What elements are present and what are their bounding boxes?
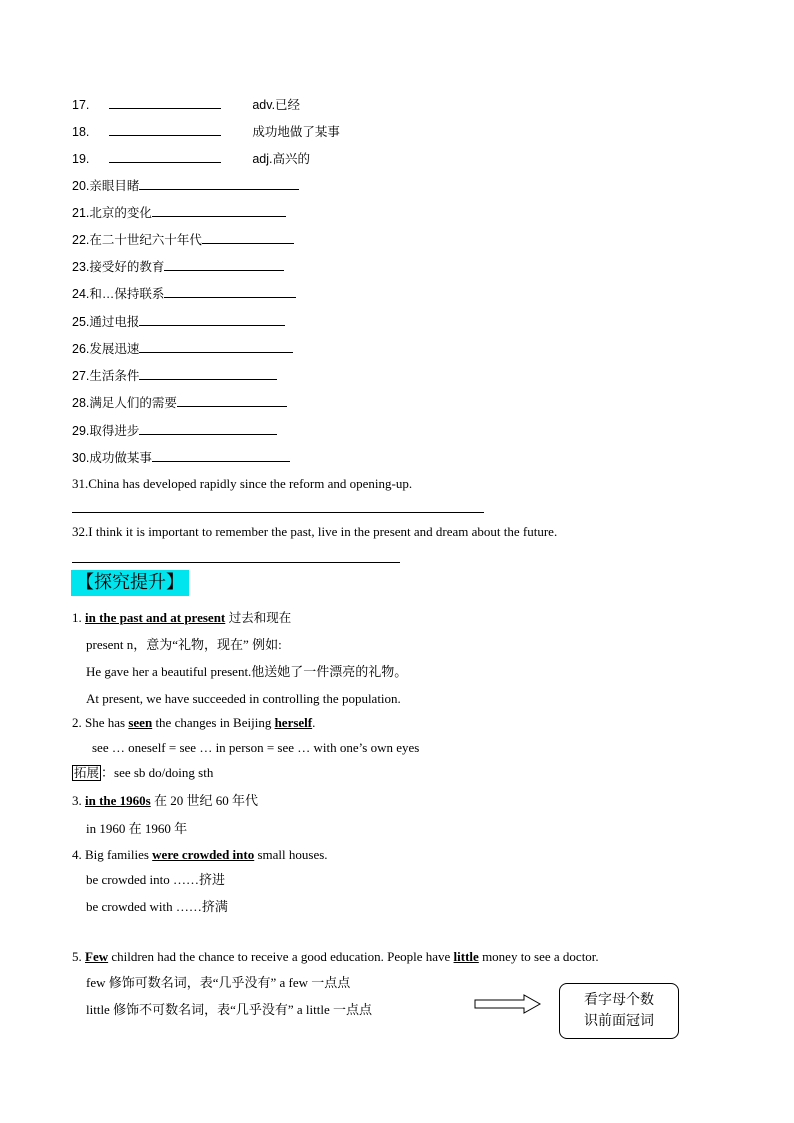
answer-line[interactable] (72, 512, 484, 513)
key-phrase: in the 1960s (85, 793, 151, 808)
note-text: 5. (72, 949, 85, 964)
answer-blank[interactable] (177, 394, 287, 407)
answer-blank[interactable] (139, 422, 277, 435)
key-word: seen (128, 715, 153, 730)
phrase-item (72, 204, 286, 221)
item-number: 19. (72, 152, 90, 166)
extension-line (72, 765, 213, 781)
phrase-text: 21.北京的变化 (72, 206, 152, 220)
translate-sentence-31: 31.China has developed rapidly since the reform and opening-up. (72, 476, 413, 491)
phrase-item (72, 449, 290, 466)
note-number: 1. (72, 610, 85, 625)
phrase-item (72, 177, 299, 194)
fill-item-18 (72, 123, 340, 140)
key-word: herself (274, 715, 313, 730)
note-4 (72, 847, 328, 863)
note-1-definition: present n，意为“礼物，现在” 例如: (86, 637, 282, 652)
answer-blank[interactable] (164, 258, 284, 271)
phrase-text: 27.生活条件 (72, 369, 140, 383)
phrase-item (72, 258, 284, 275)
note-text: money to see a doctor. (478, 949, 599, 964)
phrase-item (72, 285, 296, 302)
right-arrow-icon (474, 994, 542, 1014)
note-text: children had the chance to receive a good education. People have (108, 949, 454, 964)
phrase-item (72, 340, 293, 357)
callout-line: 识前面冠词 (584, 1013, 654, 1029)
callout-line: 看字母个数 (584, 992, 654, 1008)
note-5 (72, 949, 599, 965)
phrase-text: 20.亲眼目睹 (72, 179, 140, 193)
note-2 (72, 715, 315, 731)
note-2-equivalence: see … oneself = see … in person = see … with one’s own eyes (92, 740, 420, 755)
note-1 (72, 610, 291, 626)
note-4-example: be crowded with ……挤满 (86, 899, 228, 914)
answer-blank[interactable] (109, 150, 221, 163)
answer-blank[interactable] (202, 231, 294, 244)
answer-blank[interactable] (152, 449, 290, 462)
note-5-few: few 修饰可数名词，表“几乎没有” a few 一点点 (86, 975, 351, 990)
note-3-example: in 1960 在 1960 年 (86, 821, 188, 836)
note-1-example: At present, we have succeeded in controlling the population. (86, 691, 401, 706)
note-number: 3. (72, 793, 85, 808)
phrase-item (72, 231, 294, 248)
phrase-text: 28.满足人们的需要 (72, 396, 177, 410)
phrase-item (72, 394, 287, 411)
extension-label: 拓展 (74, 766, 100, 780)
translation: 过去和现在 (225, 611, 292, 625)
note-1-example: He gave her a beautiful present.他送她了一件漂亮的礼物。 (86, 664, 408, 679)
phrase-text: 24.和…保持联系 (72, 287, 165, 301)
key-word: Few (85, 949, 109, 964)
translation: 在 20 世纪 60 年代 (150, 793, 258, 808)
phrase-text: 22.在二十世纪六十年代 (72, 233, 202, 247)
tip-callout (559, 983, 679, 1039)
answer-blank[interactable] (139, 313, 285, 326)
note-text: . (312, 715, 316, 730)
phrase-item (72, 422, 277, 439)
item-hint: adv.已经 (252, 98, 301, 112)
key-phrase: in the past and at present (85, 610, 226, 625)
note-text: 2. She has (72, 715, 129, 730)
key-phrase: were crowded into (152, 847, 255, 862)
fill-item-19 (72, 150, 310, 167)
answer-blank[interactable] (152, 204, 286, 217)
key-word: little (453, 949, 479, 964)
item-hint: adj.高兴的 (252, 152, 311, 166)
note-text: 4. Big families (72, 847, 153, 862)
answer-blank[interactable] (109, 123, 221, 136)
note-3 (72, 793, 258, 809)
phrase-text: 23.接受好的教育 (72, 260, 165, 274)
answer-blank[interactable] (164, 285, 296, 298)
answer-blank[interactable] (139, 340, 293, 353)
answer-blank[interactable] (139, 177, 299, 190)
answer-blank[interactable] (139, 367, 277, 380)
item-number: 17. (72, 98, 90, 112)
phrase-text: 26.发展迅速 (72, 342, 140, 356)
note-4-example: be crowded into ……挤进 (86, 872, 226, 887)
note-text: the changes in Beijing (152, 715, 275, 730)
answer-line[interactable] (72, 562, 400, 563)
note-text: small houses. (254, 847, 328, 862)
translate-sentence-32: 32.I think it is important to remember the past, live in the present and dream about the future. (72, 524, 558, 539)
phrase-text: 30.成功做某事 (72, 451, 152, 465)
fill-item-17 (72, 96, 300, 113)
phrase-text: 25.通过电报 (72, 315, 140, 329)
answer-blank[interactable] (109, 96, 221, 109)
phrase-text: 29.取得进步 (72, 424, 140, 438)
note-5-little: little 修饰不可数名词，表“几乎没有” a little 一点点 (86, 1002, 372, 1017)
phrase-item (72, 313, 285, 330)
item-number: 18. (72, 125, 90, 139)
phrase-item (72, 367, 277, 384)
extension-text: ：see sb do/doing sth (101, 765, 214, 780)
item-hint: 成功地做了某事 (252, 125, 340, 139)
section-title: 【探究提升】 (71, 570, 189, 596)
